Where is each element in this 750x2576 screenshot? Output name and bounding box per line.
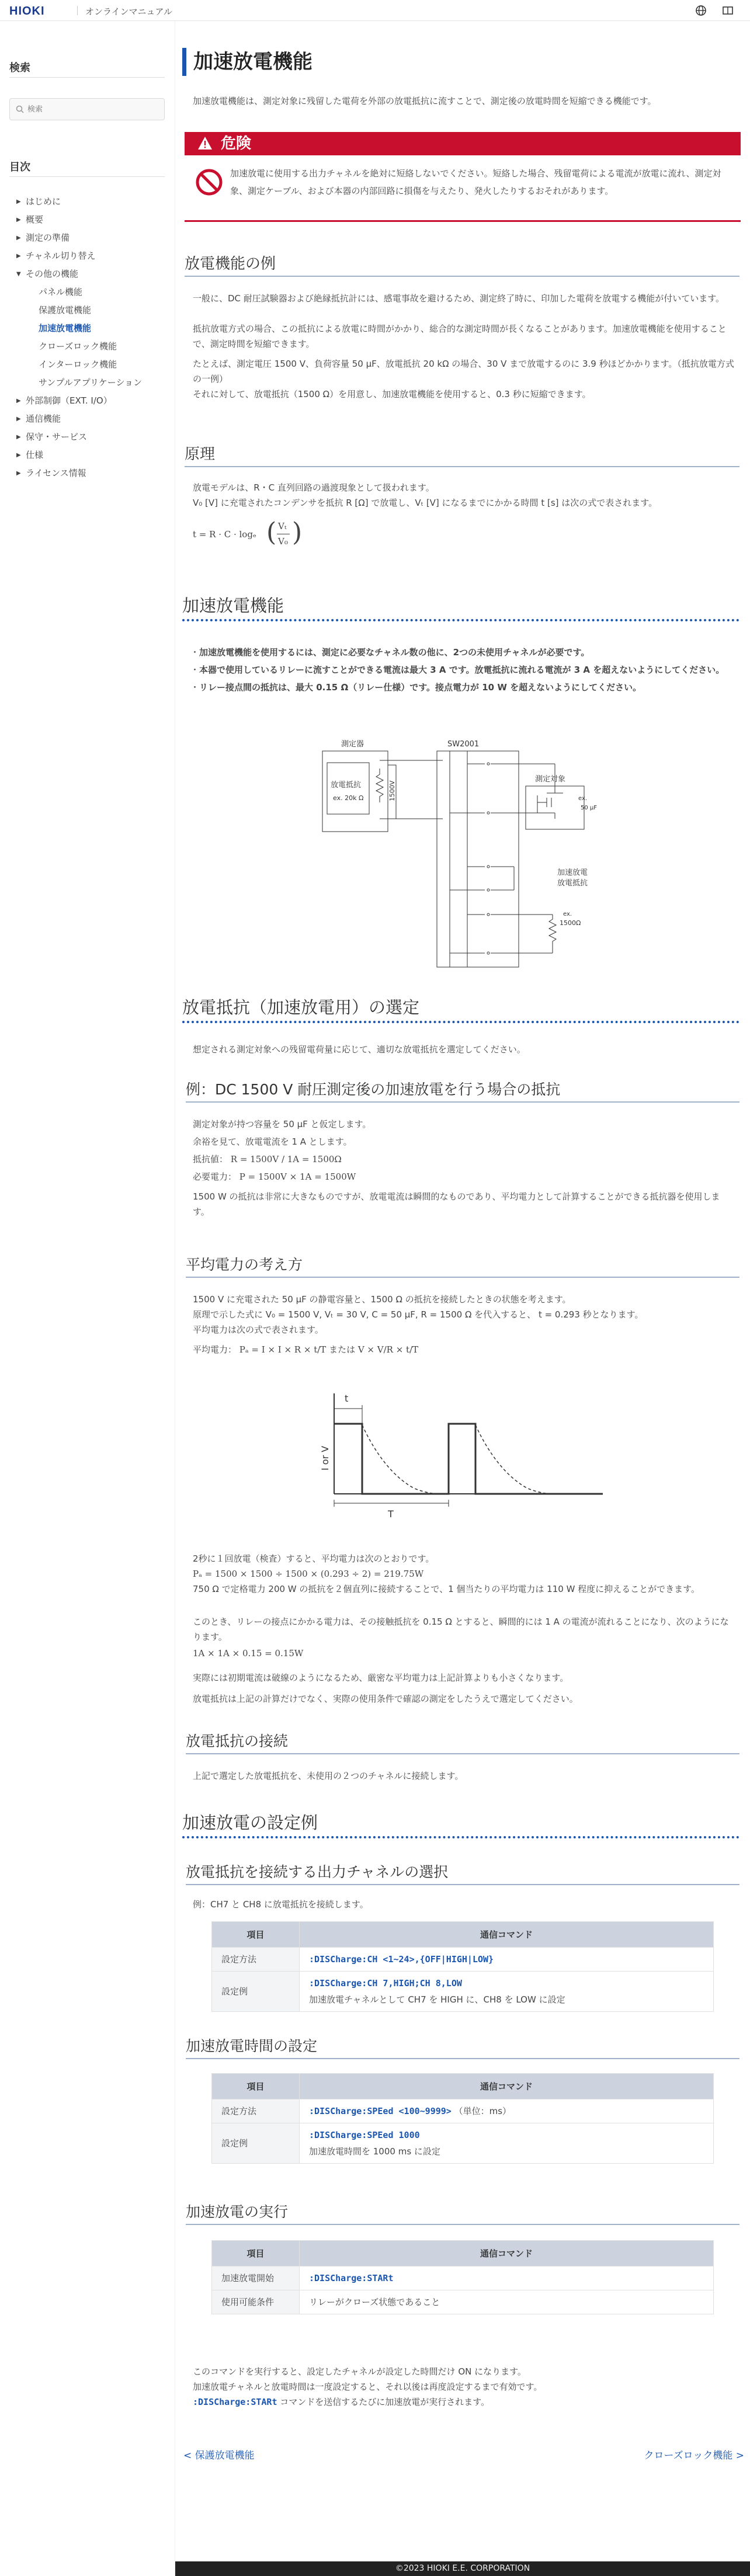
discharge-waveform-chart <box>311 1371 609 1523</box>
exec-line: このコマンドを実行すると、設定したチャネルが設定した時間だけ ON になります。 <box>193 2366 526 2377</box>
selection-paragraph: 想定される測定対象への残留電荷量に応じて、適切な放電抵抗を選定してください。 <box>193 1044 526 1055</box>
chevron-right-icon: ▶ <box>16 217 21 223</box>
danger-label: 危険 <box>221 135 252 152</box>
toc-item[interactable]: 保護放電機能 <box>39 305 92 315</box>
book-icon[interactable] <box>722 5 734 16</box>
divider <box>9 77 165 78</box>
toc-item[interactable]: パネル機能 <box>39 287 83 297</box>
chevron-right-icon: ▶ <box>16 416 21 422</box>
table-row <box>212 2266 714 2290</box>
table-cell: :DISCharge:CH 7,HIGH;CH 8,LOW 加速放電チャネルとして CH7 を HIGH に、CH8 を LOW に設定 <box>300 1972 714 2012</box>
manual-title[interactable]: オンラインマニュアル <box>85 6 172 17</box>
avg-line: このとき、リレーの接点にかかる電力は、その接触抵抗を 0.15 Ω とすると、瞬間的には 1 A の電流が流れることになり、次のようになります。 <box>193 1616 729 1642</box>
svg-text:放電抵抗: 放電抵抗 <box>557 879 588 888</box>
exec-line: :DISCharge:STARt コマンドを送信するたびに加速放電が実行されます。 <box>193 2397 490 2407</box>
svg-text:50 μF: 50 μF <box>581 805 598 811</box>
principle-paragraph: 放電モデルは、R・C 直列回路の過渡現象として扱われます。 <box>193 482 435 493</box>
table-cell: 使用可能条件 <box>212 2290 300 2314</box>
toc-item[interactable]: ▶ はじめに <box>9 193 173 211</box>
section-heading: 放電抵抗の接続 <box>186 1730 739 1754</box>
intro-text: 加速放電機能は、測定対象に残留した電荷を外部の放電抵抗に流すことで、測定後の放電時間を短縮できる機能です。 <box>193 96 657 106</box>
globe-icon[interactable] <box>695 5 707 16</box>
danger-header <box>185 132 741 155</box>
sidebar <box>0 21 175 2576</box>
column-header: 項目 <box>212 2241 300 2266</box>
dc-line: 必要電力： P = 1500V × 1A = 1500W <box>193 1171 356 1182</box>
footer: ©2023 HIOKI E.E. CORPORATION <box>175 2561 750 2576</box>
command-table <box>211 2073 714 2164</box>
table-cell: :DISCharge:SPEed 1000 加速放電時間を 1000 ms に設定 <box>300 2123 714 2164</box>
avg-line: Pₐ = 1500 × 1500 ÷ 1500 × (0.293 ÷ 2) = 219.75W <box>193 1569 424 1579</box>
warning-triangle-icon <box>197 135 213 151</box>
search-box[interactable] <box>9 98 165 120</box>
avg-line: 2秒に１回放電（検査）すると、平均電力は次のとおりです。 <box>193 1553 435 1564</box>
toc-list <box>9 193 173 482</box>
chevron-right-icon: ▶ <box>16 452 21 458</box>
svg-text:ex.: ex. <box>563 911 572 917</box>
avg-line: 1500 V に充電された 50 μF の静電容量と、1500 Ω の抵抗を接続したときの状態を考えます。 <box>193 1294 571 1305</box>
section-heading: 加速放電時間の設定 <box>186 2035 739 2059</box>
search-input[interactable] <box>27 103 156 115</box>
requirements-list <box>190 644 739 696</box>
table-cell: 設定方法 <box>212 1948 300 1972</box>
section-heading: 原理 <box>185 443 739 467</box>
list-item: ・リレー接点間の抵抗は、最大 0.15 Ω（リレー仕様）です。接点電力が 10 W を超えないようにしてください。 <box>190 682 642 693</box>
avg-line: 放電抵抗は上記の計算だけでなく、実際の使用条件で確認の測定をしたうえで選定してください。 <box>193 1694 578 1704</box>
toc-heading: 目次 <box>9 161 30 173</box>
table-cell: 設定方法 <box>212 2099 300 2123</box>
table-cell: 設定例 <box>212 2123 300 2164</box>
command-table <box>211 1921 714 2012</box>
chevron-right-icon: ▶ <box>16 470 21 477</box>
table-row <box>212 2099 714 2123</box>
example-paragraph: それに対して、放電抵抗（1500 Ω）を用意し、加速放電機能を使用すると、0.3 秒に短縮できます。 <box>193 389 591 399</box>
svg-text:加速放電: 加速放電 <box>557 868 588 877</box>
avg-formula: 平均電力： Pₐ = I × I × R × t/T または V × V/R × t/T <box>193 1344 419 1355</box>
section-heading: 放電抵抗（加速放電用）の選定 <box>182 994 739 1023</box>
dc-line: 1500 W の抵抗は非常に大きなものですが、放電電流は瞬間的なものであり、平均電力として計算することができる抵抗器を使用します。 <box>193 1191 720 1217</box>
T-label: T <box>388 1508 394 1520</box>
table-cell: 設定例 <box>212 1972 300 2012</box>
chevron-right-icon: ▶ <box>16 235 21 241</box>
divider <box>9 176 165 177</box>
svg-text:SW2001: SW2001 <box>447 740 480 749</box>
avg-line: 1A × 1A × 0.15 = 0.15W <box>193 1648 304 1659</box>
svg-text:1500V: 1500V <box>388 780 396 801</box>
toc-item[interactable]: サンプルアプリケーション <box>39 377 143 388</box>
column-header: 通信コマンド <box>300 1922 714 1948</box>
dc-line: 抵抗値： R = 1500V / 1A = 1500Ω <box>193 1154 342 1164</box>
danger-text: 加速放電に使用する出力チャネルを絶対に短絡しないでください。短絡した場合、残留電荷による電流が放電に流れ、測定対象、測定ケーブル、および本器の内部回路に損傷を与えたり、発火したりするおそれがあります。 <box>230 168 721 196</box>
dc-line: 測定対象が持つ容量を 50 μF と仮定します。 <box>193 1119 371 1129</box>
avg-line: 750 Ω で定格電力 200 W の抵抗を２個直列に接続することで、1 個当たりの平均電力は 110 W 程度に抑えることができます。 <box>193 1584 700 1594</box>
column-header: 項目 <box>212 1922 300 1948</box>
section-heading: 加速放電機能 <box>182 592 739 621</box>
search-heading: 検索 <box>9 62 30 74</box>
decay-curve <box>475 1425 549 1494</box>
search-icon <box>16 105 24 113</box>
table-cell: リレーがクローズ状態であること <box>300 2290 714 2314</box>
toc-item[interactable]: ▶ 仕様 <box>9 446 173 464</box>
section-heading: 放電機能の例 <box>185 252 739 277</box>
svg-text:ex.: ex. <box>578 795 588 802</box>
section-heading: 加速放電の設定例 <box>182 1809 739 1838</box>
prohibition-icon <box>195 168 223 196</box>
dc-line: 余裕を見て、放電電流を 1 A とします。 <box>193 1136 352 1147</box>
toc-item[interactable]: インターロック機能 <box>39 359 117 370</box>
top-bar <box>0 0 750 21</box>
table-row <box>212 2290 714 2314</box>
section-heading: 例：DC 1500 V 耐圧測定後の加速放電を行う場合の抵抗 <box>186 1078 739 1103</box>
svg-text:測定対象: 測定対象 <box>535 775 566 784</box>
section-heading: 加速放電の実行 <box>186 2200 739 2225</box>
toc-item[interactable]: クローズロック機能 <box>39 341 117 352</box>
chevron-down-icon: ▼ <box>16 271 21 277</box>
toc-item[interactable]: ▶ 概要 <box>9 211 173 229</box>
avg-line: 原理で示した式に V₀ = 1500 V, Vₜ = 30 V, C = 50 μF, R = 1500 Ω を代入すると、 t = 0.293 秒となります。 <box>193 1309 644 1320</box>
chevron-right-icon: ▶ <box>16 434 21 440</box>
toc-item[interactable]: ▶ 測定の準備 <box>9 229 173 247</box>
table-row <box>212 1948 714 1972</box>
table-cell: :DISCharge:CH <1~24>,{OFF|HIGH|LOW} <box>300 1948 714 1972</box>
chart-y-label: I or V <box>320 1445 331 1470</box>
avg-line: 実際には初期電流は破線のようになるため、厳密な平均電力は上記計算よりも小さくなります。 <box>193 1673 569 1683</box>
prev-page-link[interactable]: < 保護放電機能 <box>183 2450 255 2462</box>
danger-box <box>185 132 741 222</box>
column-header: 通信コマンド <box>300 2241 714 2266</box>
ch-example: 例：CH7 と CH8 に放電抵抗を接続します。 <box>193 1899 369 1910</box>
divider <box>77 6 78 15</box>
pulse-series <box>334 1424 603 1494</box>
table-cell: :DISCharge:SPEed <100~9999> （単位：ms） <box>300 2099 714 2123</box>
section-heading: 平均電力の考え方 <box>186 1253 739 1278</box>
toc-item[interactable]: ▶ 外部制御（EXT. I/O） <box>9 392 173 410</box>
svg-text:放電抵抗: 放電抵抗 <box>331 781 362 790</box>
toc-item[interactable]: ▶ ライセンス情報 <box>9 464 173 482</box>
column-header: 項目 <box>212 2074 300 2099</box>
principle-paragraph: V₀ [V] に充電されたコンデンサを抵抗 R [Ω] で放電し、Vₜ [V] になるまでにかかる時間 t [s] は次の式で表されます。 <box>193 498 658 508</box>
svg-text:測定器: 測定器 <box>341 740 364 749</box>
t-label: t <box>345 1393 349 1404</box>
chevron-right-icon: ▶ <box>16 199 21 205</box>
example-paragraph: 一般に、DC 耐圧試験器および絶縁抵抗計には、感電事故を避けるため、測定終了時に、印加した電荷を放電する機能が付いています。 <box>193 293 724 304</box>
table-cell: :DISCharge:STARt <box>300 2266 714 2290</box>
example-paragraph: たとえば、測定電圧 1500 V、負荷容量 50 μF、放電抵抗 20 kΩ の場合、30 V まで放電するのに 3.9 秒ほどかかります。（抵抗放電方式の一例） <box>193 359 734 384</box>
toc-item[interactable]: ▼ その他の機能 <box>9 265 173 283</box>
exec-line: 加速放電チャネルと放電時間は一度設定すると、それ以後は再度設定するまで有効です。 <box>193 2382 543 2392</box>
decay-curve <box>362 1425 436 1494</box>
chevron-right-icon: ▶ <box>16 253 21 259</box>
hioki-logo[interactable]: HIOKI <box>9 5 45 18</box>
svg-text:1500Ω: 1500Ω <box>560 919 581 927</box>
list-item: ・本器で使用しているリレーに流すことができる電流は最大 3 A です。放電抵抗に流れる電流が 3 A を超えないようにしてください。 <box>190 665 725 675</box>
connect-paragraph: 上記で選定した放電抵抗を、未使用の２つのチャネルに接続します。 <box>193 1771 464 1781</box>
avg-line: 平均電力は次の式で表されます。 <box>193 1324 324 1335</box>
chevron-right-icon: ▶ <box>16 398 21 404</box>
column-header: 通信コマンド <box>300 2074 714 2099</box>
toc-item[interactable]: 加速放電機能 <box>39 323 92 333</box>
toc-item[interactable]: ▶ 通信機能 <box>9 410 173 428</box>
section-heading: 放電抵抗を接続する出力チャネルの選択 <box>186 1861 739 1885</box>
table-row <box>212 1972 714 2012</box>
command-table <box>211 2240 714 2314</box>
circuit-diagram <box>315 737 625 969</box>
table-row <box>212 2123 714 2164</box>
next-page-link[interactable]: クローズロック機能 > <box>644 2450 744 2462</box>
list-item: ・加速放電機能を使用するには、測定に必要なチャネル数の他に、2つの未使用チャネルが必要です。 <box>190 647 590 658</box>
toc-item[interactable]: ▶ 保守・サービス <box>9 428 173 446</box>
toc-item[interactable]: ▶ チャネル切り替え <box>9 247 173 265</box>
table-cell: 加速放電開始 <box>212 2266 300 2290</box>
page-title: 加速放電機能 <box>182 48 312 76</box>
svg-text:ex. 20k Ω: ex. 20k Ω <box>333 794 364 802</box>
example-paragraph: 抵抗放電方式の場合、この抵抗による放電に時間がかかり、総合的な測定時間が長くなることがあります。加速放電機能を使用することで、測定時間を短縮できます。 <box>193 324 727 349</box>
